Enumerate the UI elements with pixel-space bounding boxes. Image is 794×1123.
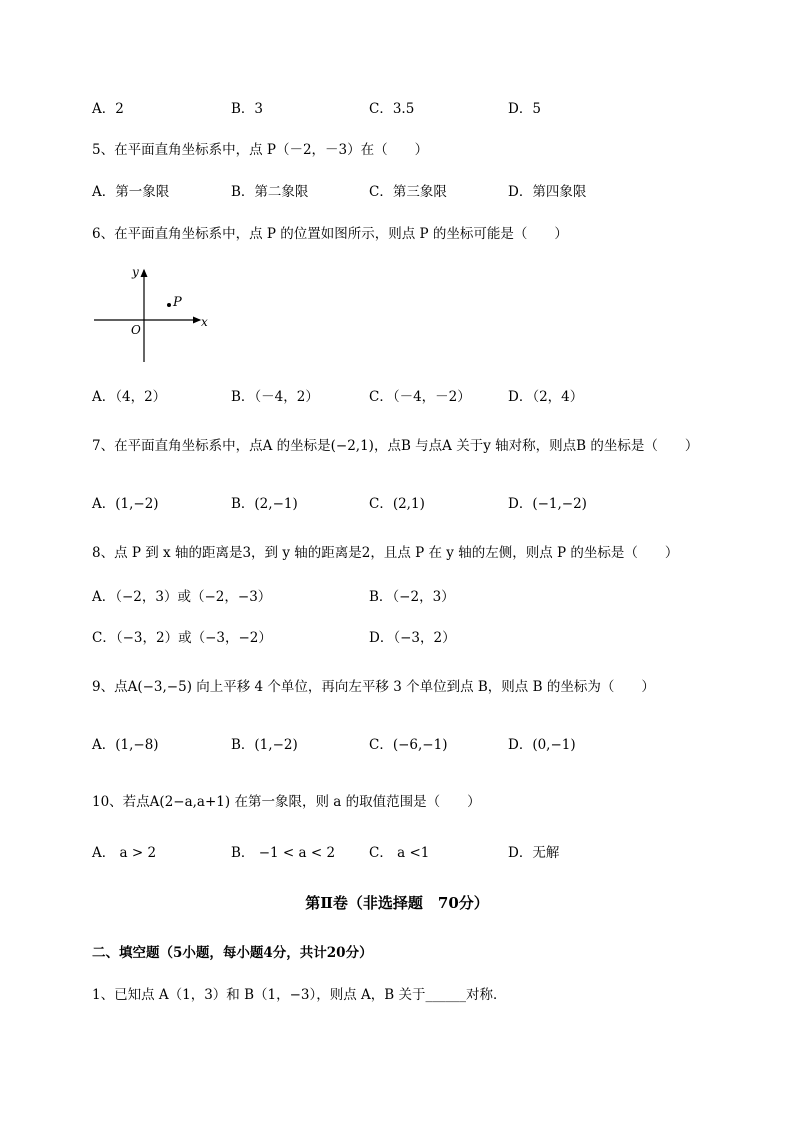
q8-option-d[interactable]: D．（−3，2） bbox=[369, 630, 456, 646]
q4-option-c[interactable]: C．3.5 bbox=[369, 101, 415, 117]
q7-option-b[interactable]: B．(2,−1) bbox=[231, 496, 298, 512]
fill1-stem: 1、已知点 A（1，3）和 B（1，−3），则点 A，B 关于______对称． bbox=[92, 987, 507, 1003]
q6-coordinate-figure bbox=[88, 262, 218, 366]
q7-stem: 7、在平面直角坐标系中，点A 的坐标是(−2,1)，点B 与点A 关于y 轴对称，则点B 的坐标是（ ） bbox=[92, 438, 699, 454]
q6-option-b[interactable]: B．（－4，2） bbox=[231, 389, 319, 405]
point-p bbox=[167, 303, 171, 307]
q5-stem: 5、在平面直角坐标系中，点 P（－2，－3）在（ ） bbox=[92, 142, 429, 158]
q5-option-b[interactable]: B．第二象限 bbox=[231, 184, 309, 200]
q6-option-a[interactable]: A．（4，2） bbox=[92, 389, 167, 405]
q5-option-c[interactable]: C．第三象限 bbox=[369, 184, 447, 200]
q10-option-a[interactable]: A． a > 2 bbox=[92, 845, 157, 861]
q8-option-c[interactable]: C．（−3，2）或（−3，−2） bbox=[92, 630, 272, 646]
q7-option-c[interactable]: C．(2,1) bbox=[369, 496, 425, 512]
q9-option-a[interactable]: A．(1,−8) bbox=[92, 737, 159, 753]
part2-title: 第Ⅱ卷（非选择题 70分） bbox=[305, 894, 489, 912]
q6-stem: 6、在平面直角坐标系中，点 P 的位置如图所示，则点 P 的坐标可能是（ ） bbox=[92, 226, 568, 242]
y-axis-label: y bbox=[132, 265, 139, 279]
q8-option-b[interactable]: B．（−2，3） bbox=[369, 589, 455, 605]
q7-option-a[interactable]: A．(1,−2) bbox=[92, 496, 159, 512]
q4-option-d[interactable]: D．5 bbox=[508, 101, 541, 117]
q6-option-d[interactable]: D．（2，4） bbox=[508, 389, 584, 405]
q9-option-c[interactable]: C．(−6,−1) bbox=[369, 737, 448, 753]
q4-option-a[interactable]: A．2 bbox=[92, 101, 124, 117]
q9-stem: 9、点A(−3,−5) 向上平移 4 个单位，再向左平移 3 个单位到点 B，则点 B 的坐标为（ ） bbox=[92, 679, 655, 695]
point-p-label: P bbox=[173, 295, 182, 310]
q5-option-d[interactable]: D．第四象限 bbox=[508, 184, 587, 200]
q10-stem: 10、若点A(2−a,a+1) 在第一象限，则 a 的取值范围是（ ） bbox=[92, 794, 481, 810]
q8-stem: 8、点 P 到 x 轴的距离是3，到 y 轴的距离是2，且点 P 在 y 轴的左侧，则点 P 的坐标是（ ） bbox=[92, 545, 679, 561]
section2-title: 二、填空题（5小题，每小题4分，共计20分） bbox=[92, 945, 373, 961]
q5-option-a[interactable]: A．第一象限 bbox=[92, 184, 170, 200]
q4-option-b[interactable]: B．3 bbox=[231, 101, 264, 117]
q10-option-d[interactable]: D．无解 bbox=[508, 845, 560, 861]
q9-option-d[interactable]: D．(0,−1) bbox=[508, 737, 576, 753]
q8-option-a[interactable]: A．（−2，3）或（−2，−3） bbox=[92, 589, 272, 605]
x-axis-label: x bbox=[201, 315, 208, 329]
origin-label: O bbox=[131, 323, 141, 337]
q10-option-c[interactable]: C． a <1 bbox=[369, 845, 430, 861]
q9-option-b[interactable]: B．(1,−2) bbox=[231, 737, 298, 753]
q10-option-b[interactable]: B． −1 < a < 2 bbox=[231, 845, 336, 861]
q6-option-c[interactable]: C．（－4，－2） bbox=[369, 389, 471, 405]
q7-option-d[interactable]: D．(−1,−2) bbox=[508, 496, 587, 512]
